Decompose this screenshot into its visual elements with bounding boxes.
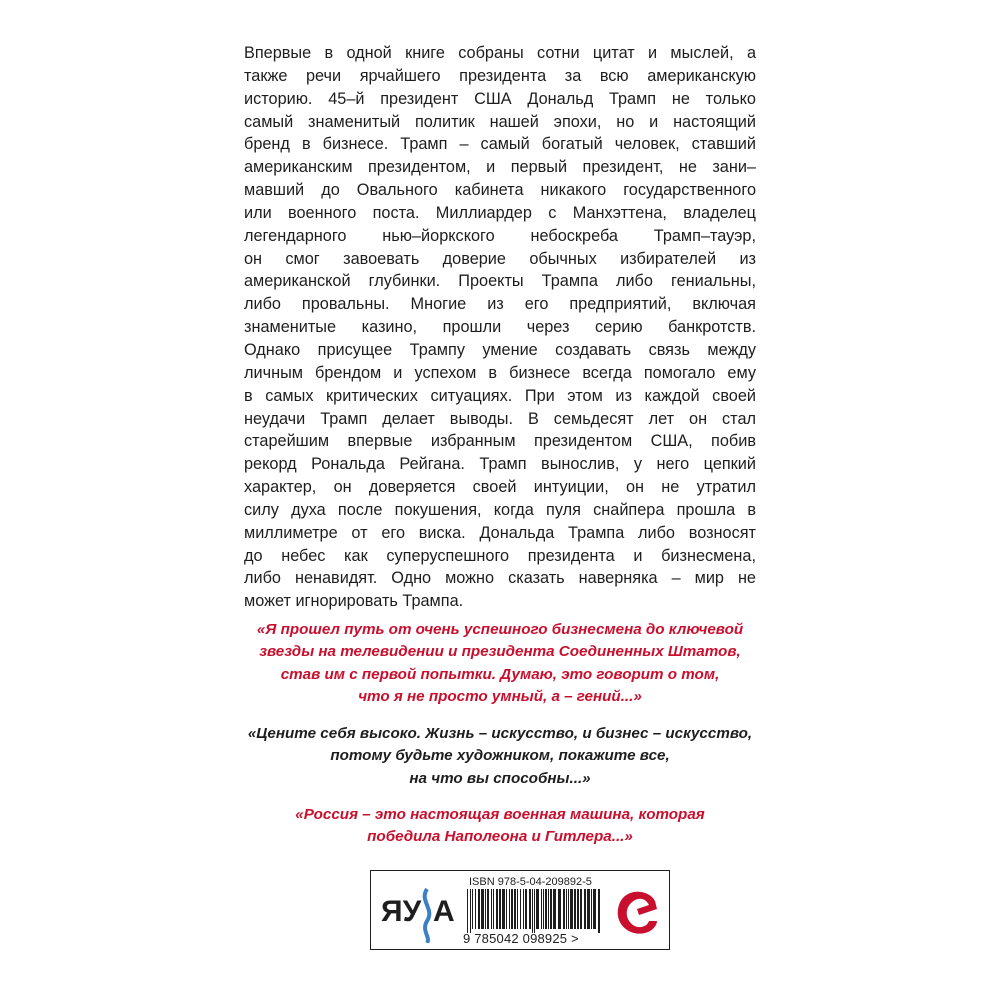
barcode-bar xyxy=(591,889,592,929)
description-line: силу духа после покушения, когда пуля снайпера прошла в xyxy=(244,500,756,519)
description-line: личным брендом и успехом в бизнесе всегда помогало ему xyxy=(244,363,756,382)
description-line: бренд в бизнесе. Трамп – самый богатый человек, ставший xyxy=(244,135,756,154)
description-line: самый знаменитый политик нашей эпохи, но и настоящий xyxy=(244,112,756,131)
quote-line: победила Наполеона и Гитлера...» xyxy=(367,828,633,846)
barcode-bar xyxy=(506,889,507,929)
yauza-logo-letter: А xyxy=(433,895,455,928)
quote-line: потому будьте художником, покажите все, xyxy=(330,747,670,765)
barcode-bar xyxy=(525,889,527,929)
description-line: знаменитые казино, прошли через серию банкротств. xyxy=(244,318,756,337)
barcode-bar xyxy=(491,889,492,929)
isbn-number: ISBN 978-5-04-209892-5 xyxy=(469,876,592,888)
description-line: американской глубинки. Проекты Трампа либо гениальны, xyxy=(244,272,756,291)
barcode-bar xyxy=(487,889,489,929)
description-line: также речи ярчайшего президента за всю американскую xyxy=(244,66,756,85)
barcode-bar xyxy=(502,889,505,929)
barcode-bar xyxy=(470,889,471,933)
book-description xyxy=(244,42,756,613)
quote-line: «Россия – это настоящая военная машина, которая xyxy=(295,806,705,823)
barcode-bar xyxy=(536,889,539,929)
barcode-bar xyxy=(467,889,468,933)
description-line: рекорд Рональда Рейгана. Трамп вынослив, у него цепкий xyxy=(244,455,756,474)
description-line: историю. 45–й президент США Дональд Трамп не только xyxy=(244,89,756,108)
barcode-bar xyxy=(574,889,576,929)
barcode-bar xyxy=(548,889,549,929)
barcode-bar xyxy=(593,889,596,929)
barcode-bar xyxy=(472,889,473,929)
description-line: либо провальны. Многие из его предприятий, включая xyxy=(244,295,756,314)
quote-line: став им с первой попытки. Думаю, это говорит о том, xyxy=(280,665,720,683)
wave-icon xyxy=(425,889,430,943)
description-line: миллиметре от его виска. Дональда Трампа либо возносят xyxy=(244,523,756,542)
barcode-bar xyxy=(499,889,501,929)
barcode-bar xyxy=(481,889,484,929)
barcode-bar xyxy=(577,889,579,929)
quote-line: что я не просто умный, а – гений...» xyxy=(358,688,642,706)
barcode-bar xyxy=(550,889,552,929)
barcode-bar xyxy=(514,889,516,929)
barcode-bar xyxy=(568,889,569,929)
barcode-bar xyxy=(496,889,498,929)
barcode-bar xyxy=(478,889,480,929)
description-line: характер, он доверяется своей интуиции, он не утратил xyxy=(244,478,756,497)
quote-line: «Я прошел путь от очень успешного бизнесмена до ключевой xyxy=(256,621,744,638)
barcode-bar xyxy=(563,889,565,929)
barcode-bar xyxy=(553,889,556,929)
description-line: в самых критических ситуациях. При этом из каждой своей xyxy=(244,386,756,405)
barcode-bar xyxy=(566,889,567,929)
description-line: мавший до Овального кабинета никакого государственного xyxy=(244,181,756,200)
barcode-digits: 9 785042 098925 > xyxy=(463,931,579,946)
description-line: неудачи Трамп делает выводы. В семьдесят лет он стал xyxy=(244,409,756,428)
quote-line: звезды на телевидении и президента Соединенных Штатов, xyxy=(259,643,741,661)
barcode-bar xyxy=(558,889,561,929)
barcode-bar xyxy=(570,889,573,929)
description-line: либо ненавидят. Одно можно сказать наверняка – мир не xyxy=(244,569,756,588)
description-line: может игнорировать Трампа. xyxy=(244,592,464,611)
barcode-bar xyxy=(534,889,535,933)
yauza-publisher-logo xyxy=(377,881,463,943)
barcode-bar xyxy=(587,889,590,929)
barcode-bar xyxy=(493,889,494,929)
description-line: Впервые в одной книге собраны сотни цитат и мыслей, а xyxy=(244,44,756,62)
quote-line: на что вы способны...» xyxy=(409,769,591,787)
barcode-bar xyxy=(509,889,510,929)
description-line: он смог завоевать доверие обычных избирателей из xyxy=(244,249,756,268)
quote-line: «Цените себя высоко. Жизнь – искусство, и бизнес – искусство, xyxy=(247,725,753,742)
barcode-bar xyxy=(511,889,513,929)
barcode-bar xyxy=(598,889,600,933)
quote-1 xyxy=(240,619,760,709)
barcode-bar xyxy=(545,889,547,929)
barcode-bar xyxy=(523,889,524,929)
description-line: до небес как суперуспешного президента и бизнесмена, xyxy=(244,546,756,565)
description-line: американским президентом, и первый президент, не зани– xyxy=(244,158,756,177)
barcode-bar xyxy=(541,889,542,929)
barcode-bar xyxy=(543,889,544,929)
quote-2 xyxy=(240,723,760,790)
barcode xyxy=(465,889,601,933)
description-line: старейшим впервые избранным президентом США, побив xyxy=(244,432,756,451)
barcode-bar xyxy=(580,889,582,929)
isbn-barcode-box xyxy=(370,870,670,950)
barcode-bar xyxy=(520,889,521,929)
description-line: Однако присущее Трампу умение создавать связь между xyxy=(244,340,756,359)
barcode-bar xyxy=(529,889,531,929)
barcode-bar xyxy=(517,889,518,929)
barcode-bar xyxy=(584,889,586,929)
barcode-bar xyxy=(485,889,486,929)
description-line: или военного поста. Миллиардер с Манхэттена, владелец xyxy=(244,203,756,222)
yauza-logo-text: ЯУ xyxy=(381,895,422,928)
barcode-bar xyxy=(532,889,533,933)
description-line: легендарного нью–йоркского небоскреба Трамп–тауэр, xyxy=(244,226,756,245)
quote-3 xyxy=(240,804,760,849)
eksmo-logo-icon xyxy=(611,885,663,939)
barcode-bar xyxy=(475,889,476,929)
